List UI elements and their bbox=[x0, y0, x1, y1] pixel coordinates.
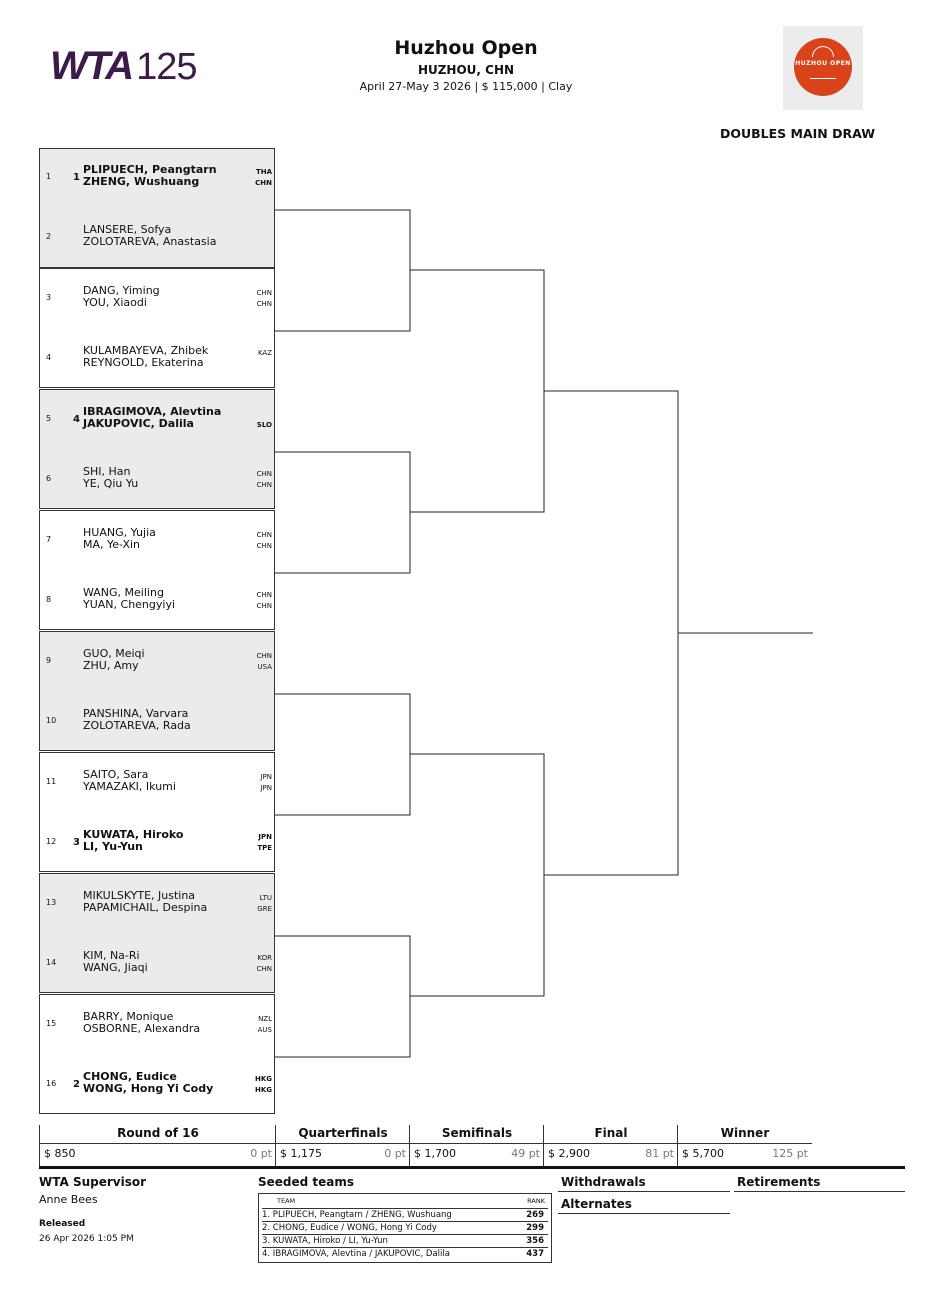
player-name: WONG, Hong Yi Cody bbox=[83, 1082, 214, 1095]
player-name: KULAMBAYEVA, Zhibek bbox=[83, 344, 209, 357]
round-points: 49 pt bbox=[511, 1147, 540, 1160]
player-name: JAKUPOVIC, Dalila bbox=[83, 417, 194, 430]
draw-entry bbox=[40, 390, 274, 450]
draw-entry bbox=[40, 511, 274, 571]
round-prize-sf bbox=[409, 1125, 544, 1167]
seeded-col-rank: RANK bbox=[527, 1197, 545, 1205]
player-country: JPN bbox=[258, 833, 272, 841]
entry-number: 13 bbox=[46, 898, 57, 907]
bracket-line bbox=[275, 694, 410, 815]
entry-number: 5 bbox=[46, 414, 52, 423]
player-name: HUANG, Yujia bbox=[83, 526, 156, 539]
draw-entry bbox=[40, 995, 274, 1055]
player-country: CHN bbox=[256, 289, 272, 297]
wta-logo-number: 125 bbox=[136, 46, 197, 88]
round-prize-r16 bbox=[39, 1125, 276, 1167]
seeded-team: 3. KUWATA, Hiroko / LI, Yu-Yun bbox=[262, 1236, 388, 1246]
player-country: CHN bbox=[256, 300, 272, 308]
round-prize-final bbox=[543, 1125, 678, 1167]
entry-number: 9 bbox=[46, 656, 52, 665]
seeded-team: 2. CHONG, Eudice / WONG, Hong Yi Cody bbox=[262, 1223, 437, 1233]
seeded-row bbox=[262, 1221, 548, 1235]
entry-number: 2 bbox=[46, 232, 52, 241]
round-prize-winner bbox=[677, 1125, 812, 1167]
player-name: WANG, Jiaqi bbox=[83, 961, 148, 974]
player-country: LTU bbox=[259, 894, 272, 902]
player-name: ZHENG, Wushuang bbox=[83, 175, 200, 188]
bracket-line bbox=[410, 754, 544, 996]
entry-number: 6 bbox=[46, 474, 52, 483]
draw-entry bbox=[40, 208, 274, 268]
entry-number: 7 bbox=[46, 535, 52, 544]
player-name: SAITO, Sara bbox=[83, 768, 149, 781]
player-name: SHI, Han bbox=[83, 465, 131, 478]
round-points: 0 pt bbox=[384, 1147, 406, 1160]
wta-logo-text: WTA bbox=[50, 44, 133, 88]
tournament-title: Huzhou Open bbox=[394, 37, 538, 59]
player-country: CHN bbox=[256, 481, 272, 489]
draw-entry bbox=[40, 1055, 274, 1115]
seeded-rank: 269 bbox=[526, 1210, 544, 1220]
seeded-rank: 437 bbox=[526, 1249, 544, 1259]
player-name: KIM, Na-Ri bbox=[83, 949, 140, 962]
player-country: CHN bbox=[255, 179, 272, 187]
bracket-line bbox=[275, 936, 410, 1057]
bracket-line bbox=[275, 452, 410, 573]
withdrawals-rule bbox=[558, 1191, 730, 1192]
entry-seed: 2 bbox=[73, 1079, 80, 1090]
draw-entry bbox=[40, 632, 274, 692]
player-name: LANSERE, Sofya bbox=[83, 223, 172, 236]
entry-number: 12 bbox=[46, 837, 57, 846]
player-country: KOR bbox=[257, 954, 272, 962]
draw-entry bbox=[40, 269, 274, 329]
tournament-details: April 27-May 3 2026 | $ 115,000 | Clay bbox=[359, 80, 573, 93]
player-country: CHN bbox=[256, 531, 272, 539]
player-name: BARRY, Monique bbox=[83, 1010, 174, 1023]
player-country: CHN bbox=[256, 602, 272, 610]
round-prize-money: $ 2,900 bbox=[548, 1147, 590, 1160]
draw-type-label: DOUBLES MAIN DRAW bbox=[720, 126, 876, 141]
player-country: HKG bbox=[254, 1086, 272, 1094]
player-name: CHONG, Eudice bbox=[83, 1070, 177, 1083]
round-name: Semifinals bbox=[410, 1125, 544, 1144]
seeded-row bbox=[262, 1208, 548, 1222]
player-country: JPN bbox=[260, 773, 272, 781]
player-name: MA, Ye-Xin bbox=[83, 538, 141, 551]
released-date: 26 Apr 2026 1:05 PM bbox=[39, 1234, 134, 1244]
entry-number: 11 bbox=[46, 777, 57, 786]
bracket-line bbox=[410, 270, 544, 512]
entry-number: 3 bbox=[46, 293, 52, 302]
draw-entry bbox=[40, 148, 274, 208]
player-country: USA bbox=[257, 663, 272, 671]
player-name: YAMAZAKI, Ikumi bbox=[83, 780, 176, 793]
withdrawals-heading: Withdrawals bbox=[561, 1175, 646, 1189]
entry-number: 15 bbox=[46, 1019, 57, 1028]
player-name: IBRAGIMOVA, Alevtina bbox=[83, 405, 222, 418]
round-prize-money: $ 1,175 bbox=[280, 1147, 322, 1160]
player-country: CHN bbox=[256, 542, 272, 550]
seeded-rank: 356 bbox=[526, 1236, 544, 1246]
draw-entry bbox=[40, 450, 274, 510]
round-prize-money: $ 5,700 bbox=[682, 1147, 724, 1160]
seeded-teams-table bbox=[258, 1193, 552, 1263]
bracket-line bbox=[275, 210, 410, 331]
entry-seed: 3 bbox=[73, 837, 80, 848]
round-name: Winner bbox=[678, 1125, 812, 1144]
retirements-heading: Retirements bbox=[737, 1175, 821, 1189]
round-name: Round of 16 bbox=[40, 1125, 276, 1144]
bracket-line bbox=[544, 391, 678, 875]
player-name: YE, Qiu Yu bbox=[83, 477, 139, 490]
player-name: KUWATA, Hiroko bbox=[83, 828, 184, 841]
entry-number: 8 bbox=[46, 595, 52, 604]
tournament-location: HUZHOU, CHN bbox=[417, 63, 515, 77]
round-name: Quarterfinals bbox=[276, 1125, 410, 1144]
seeded-teams-heading: Seeded teams bbox=[258, 1175, 355, 1189]
round-prize-money: $ 1,700 bbox=[414, 1147, 456, 1160]
round-prize-qf bbox=[275, 1125, 410, 1167]
player-country: CHN bbox=[256, 591, 272, 599]
player-country: CHN bbox=[256, 652, 272, 660]
player-country: GRE bbox=[257, 905, 272, 913]
entry-seed: 1 bbox=[73, 172, 80, 183]
player-country: KAZ bbox=[257, 349, 272, 357]
draw-entry bbox=[40, 329, 274, 389]
player-name: PAPAMICHAIL, Despina bbox=[83, 901, 208, 914]
player-country: CHN bbox=[256, 965, 272, 973]
player-country: THA bbox=[255, 168, 272, 176]
seeded-rank: 299 bbox=[526, 1223, 544, 1233]
draw-entry bbox=[40, 571, 274, 631]
player-name: OSBORNE, Alexandra bbox=[83, 1022, 201, 1035]
logo-text: HUZHOU OPEN bbox=[795, 60, 851, 67]
round-prize-money: $ 850 bbox=[44, 1147, 76, 1160]
supervisor-heading: WTA Supervisor bbox=[39, 1175, 147, 1189]
seeded-row bbox=[262, 1247, 548, 1261]
supervisor-name: Anne Bees bbox=[39, 1193, 98, 1206]
round-points: 81 pt bbox=[645, 1147, 674, 1160]
player-country: AUS bbox=[257, 1026, 272, 1034]
released-label: Released bbox=[39, 1219, 86, 1229]
player-country: TPE bbox=[257, 844, 272, 852]
player-country: NZL bbox=[258, 1015, 272, 1023]
round-name: Final bbox=[544, 1125, 678, 1144]
player-name: YOU, Xiaodi bbox=[83, 296, 147, 309]
entry-number: 14 bbox=[46, 958, 57, 967]
player-name: YUAN, Chengyiyi bbox=[83, 598, 176, 611]
alternates-rule bbox=[558, 1213, 730, 1214]
alternates-heading: Alternates bbox=[561, 1197, 632, 1211]
player-name: WANG, Meiling bbox=[83, 586, 164, 599]
seeded-team: 4. IBRAGIMOVA, Alevtina / JAKUPOVIC, Dalila bbox=[262, 1249, 450, 1259]
round-points: 0 pt bbox=[250, 1147, 272, 1160]
draw-entry bbox=[40, 692, 274, 752]
player-country: JPN bbox=[260, 784, 272, 792]
player-country: CHN bbox=[256, 470, 272, 478]
player-name: ZHU, Amy bbox=[83, 659, 139, 672]
entry-number: 1 bbox=[46, 172, 52, 181]
player-name: PLIPUECH, Peangtarn bbox=[83, 163, 217, 176]
seeded-col-team: TEAM bbox=[277, 1197, 296, 1205]
player-name: PANSHINA, Varvara bbox=[83, 707, 189, 720]
retirements-rule bbox=[734, 1191, 905, 1192]
draw-entry bbox=[40, 874, 274, 934]
player-country: HKG bbox=[254, 1075, 272, 1083]
round-points: 125 pt bbox=[772, 1147, 808, 1160]
entry-number: 16 bbox=[46, 1079, 57, 1088]
player-name: ZOLOTAREVA, Anastasia bbox=[83, 235, 217, 248]
entry-number: 10 bbox=[46, 716, 57, 725]
player-name: REYNGOLD, Ekaterina bbox=[83, 356, 204, 369]
draw-entry bbox=[40, 813, 274, 873]
draw-entry bbox=[40, 753, 274, 813]
draw-entry bbox=[40, 934, 274, 994]
seeded-row bbox=[262, 1234, 548, 1248]
player-name: LI, Yu-Yun bbox=[83, 840, 143, 853]
seeded-team: 1. PLIPUECH, Peangtarn / ZHENG, Wushuang bbox=[262, 1210, 452, 1220]
entry-number: 4 bbox=[46, 353, 52, 362]
player-name: DANG, Yiming bbox=[83, 284, 160, 297]
player-name: GUO, Meiqi bbox=[83, 647, 145, 660]
entry-seed: 4 bbox=[73, 414, 80, 425]
player-country: SLO bbox=[256, 421, 272, 429]
player-name: MIKULSKYTE, Justina bbox=[83, 889, 196, 902]
player-name: ZOLOTAREVA, Rada bbox=[83, 719, 191, 732]
table-divider bbox=[39, 1166, 905, 1169]
